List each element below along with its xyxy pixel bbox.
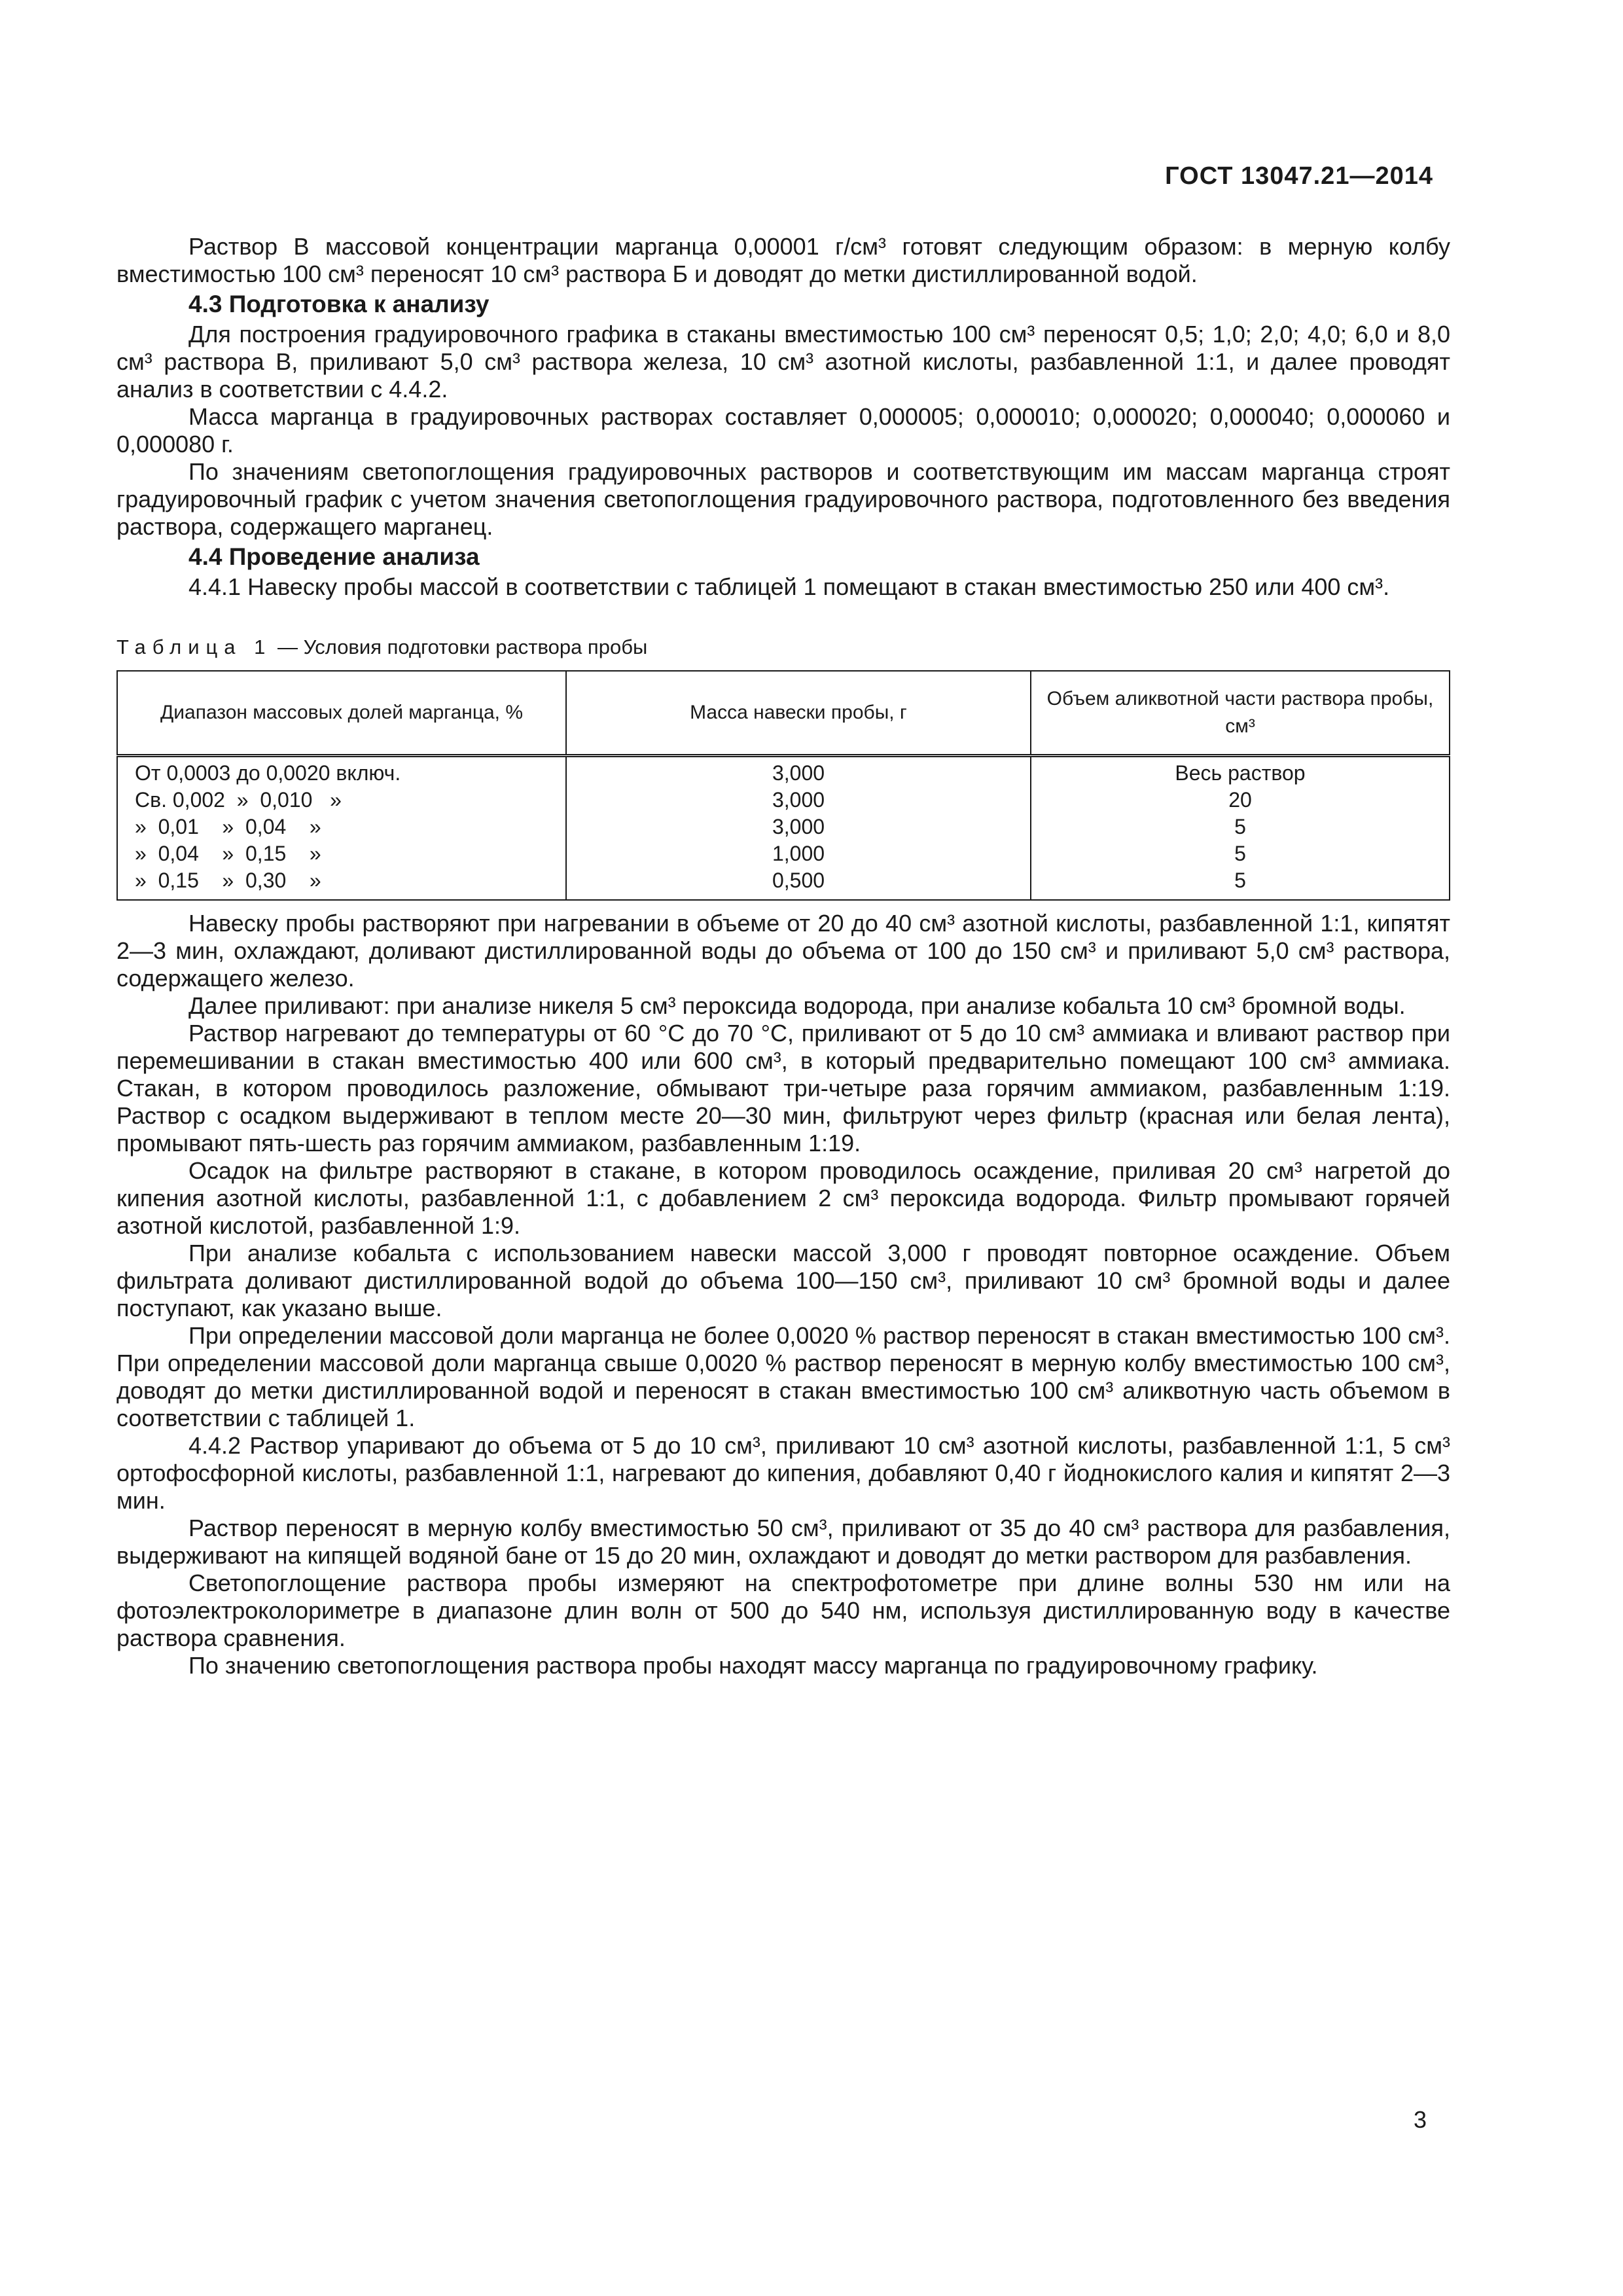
table-column-mass <box>566 757 1031 900</box>
paragraph: Раствор переносят в мерную колбу вместимостью 50 см³, приливают от 35 до 40 см³ раствора для разбавления, выдерживают на кипящей водяной бане от 15 до 20 мин, охлаждают и доводят до метки раствором для разбавления. <box>116 1515 1450 1569</box>
paragraph: Для построения градуировочного графика в стаканы вместимостью 100 см³ переносят 0,5; 1,0; 2,0; 4,0; 6,0 и 8,0 см³ раствора В, приливают 5,0 см³ раствора железа, 10 см³ азотной кислоты, разбавленной 1:1, и далее проводят анализ в соответствии с 4.4.2. <box>116 321 1450 403</box>
text-after-table <box>116 910 1450 1679</box>
table-cell: 5 <box>1234 842 1246 865</box>
table-header-cell: Диапазон массовых долей марганца, % <box>117 671 566 756</box>
section-heading-4-3: 4.3 Подготовка к анализу <box>188 291 490 317</box>
table-cell: Весь раствор <box>1175 761 1306 785</box>
table-header-cell: Масса навески пробы, г <box>566 671 1031 756</box>
table-cell: 0,500 <box>772 869 825 892</box>
table-cell: 3,000 <box>772 788 825 812</box>
table-cell: 5 <box>1234 815 1246 838</box>
table-caption <box>116 634 1450 661</box>
table-cell: 1,000 <box>772 842 825 865</box>
paragraph-4-4-1: 4.4.1 Навеску пробы массой в соответствии с таблицей 1 помещают в стакан вместимостью 250 или 400 см³. <box>188 573 1390 600</box>
paragraph: Светопоглощение раствора пробы измеряют на спектрофотометре при длине волны 530 нм или на фотоэлектроколориметре в диапазоне длин волн от 500 до 540 нм, используя дистиллированную воду в качестве раствора сравнения. <box>116 1570 1450 1651</box>
paragraph: Масса марганца в градуировочных растворах составляет 0,000005; 0,000010; 0,000020; 0,000040; 0,000060 и 0,000080 г. <box>116 403 1450 457</box>
paragraph: При анализе кобальта с использованием навески массой 3,000 г проводят повторное осаждение. Объем фильтрата доливают дистиллированной водой до объема 100—150 см³, приливают 10 см³ бромной воды и далее поступают, как указано выше. <box>116 1240 1450 1321</box>
paragraph: Осадок на фильтре растворяют в стакане, в котором проводилось осаждение, приливая 20 см³ нагретой до кипения азотной кислоты, разбавленной 1:1, с добавлением 2 см³ пероксида водорода. Фильтр промывают горячей азотной кислотой, разбавленной 1:9. <box>116 1157 1450 1239</box>
table-body <box>117 757 1450 900</box>
table-cell: От 0,0003 до 0,0020 включ. <box>135 761 401 785</box>
section-heading-4-4: 4.4 Проведение анализа <box>188 543 480 570</box>
conditions-table <box>116 670 1450 901</box>
table-cell: 20 <box>1228 788 1252 812</box>
table-header-cell: Объем аликвотной части раствора пробы, см³ <box>1031 671 1450 756</box>
paragraph: По значению светопоглощения раствора пробы находят массу марганца по градуировочному графику. <box>188 1652 1318 1679</box>
table-header-row <box>117 671 1450 756</box>
table-cell: Св. 0,002 » 0,010 » <box>135 788 342 812</box>
table-cell: » 0,04 » 0,15 » <box>135 842 321 865</box>
paragraph: При определении массовой доли марганца не более 0,0020 % раствор переносят в стакан вместимостью 100 см³. При определении массовой доли марганца свыше 0,0020 % раствор переносят в мерную колбу вместимостью 100 см³, доводят до метки дистиллированной водой и переносят в стакан вместимостью 100 см³ аликвотную часть объемом в соответствии с таблицей 1. <box>116 1322 1450 1431</box>
paragraph: Далее приливают: при анализе никеля 5 см³ пероксида водорода, при анализе кобальта 10 см³ бромной воды. <box>188 992 1406 1019</box>
table-cell: » 0,15 » 0,30 » <box>135 869 321 892</box>
table-cell: » 0,01 » 0,04 » <box>135 815 321 838</box>
table-caption-label: Таблица 1 <box>116 636 272 658</box>
table-column-range <box>117 757 566 900</box>
document-id-header: ГОСТ 13047.21—2014 <box>1165 162 1433 190</box>
table-cell: 3,000 <box>772 815 825 838</box>
table-column-aliquot <box>1031 757 1450 900</box>
table-caption-text: — Условия подготовки раствора пробы <box>272 636 648 658</box>
table-cell: 3,000 <box>772 761 825 785</box>
page-number: 3 <box>1413 2106 1427 2133</box>
paragraph: Раствор В массовой концентрации марганца 0,00001 г/см³ готовят следующим образом: в мерную колбу вместимостью 100 см³ переносят 10 см³ раствора Б и доводят до метки дистиллированной водой. <box>116 233 1450 287</box>
table-cell: 5 <box>1234 869 1246 892</box>
paragraph: Навеску пробы растворяют при нагревании в объеме от 20 до 40 см³ азотной кислоты, разбавленной 1:1, кипятят 2—3 мин, охлаждают, доливают дистиллированной воды до объема от 100 до 150 см³ и приливают 5,0 см³ раствора, содержащего железо. <box>116 910 1450 992</box>
paragraph-4-4-2: 4.4.2 Раствор упаривают до объема от 5 до 10 см³, приливают 10 см³ азотной кислоты, разбавленной 1:1, 5 см³ ортофосфорной кислоты, разбавленной 1:1, нагревают до кипения, добавляют 0,40 г йоднокислого калия и кипятят 2—3 мин. <box>116 1432 1450 1514</box>
paragraph: Раствор нагревают до температуры от 60 °С до 70 °С, приливают от 5 до 10 см³ аммиака и вливают раствор при перемешивании в стакан вместимостью 400 или 600 см³, в который предварительно помещают 100 см³ аммиака. Стакан, в котором проводилось разложение, обмывают три-четыре раза горячим аммиаком, разбавленным 1:19. Раствор с осадком выдерживают в теплом месте 20—30 мин, фильтруют через фильтр (красная или белая лента), промывают пять-шесть раз горячим аммиаком, разбавленным 1:19. <box>116 1020 1450 1157</box>
page-content <box>116 233 1450 1679</box>
paragraph: По значениям светопоглощения градуировочных растворов и соответствующим им массам марганца строят градуировочный график с учетом значения светопоглощения градуировочного раствора, подготовленного без введения раствора, содержащего марганец. <box>116 458 1450 540</box>
